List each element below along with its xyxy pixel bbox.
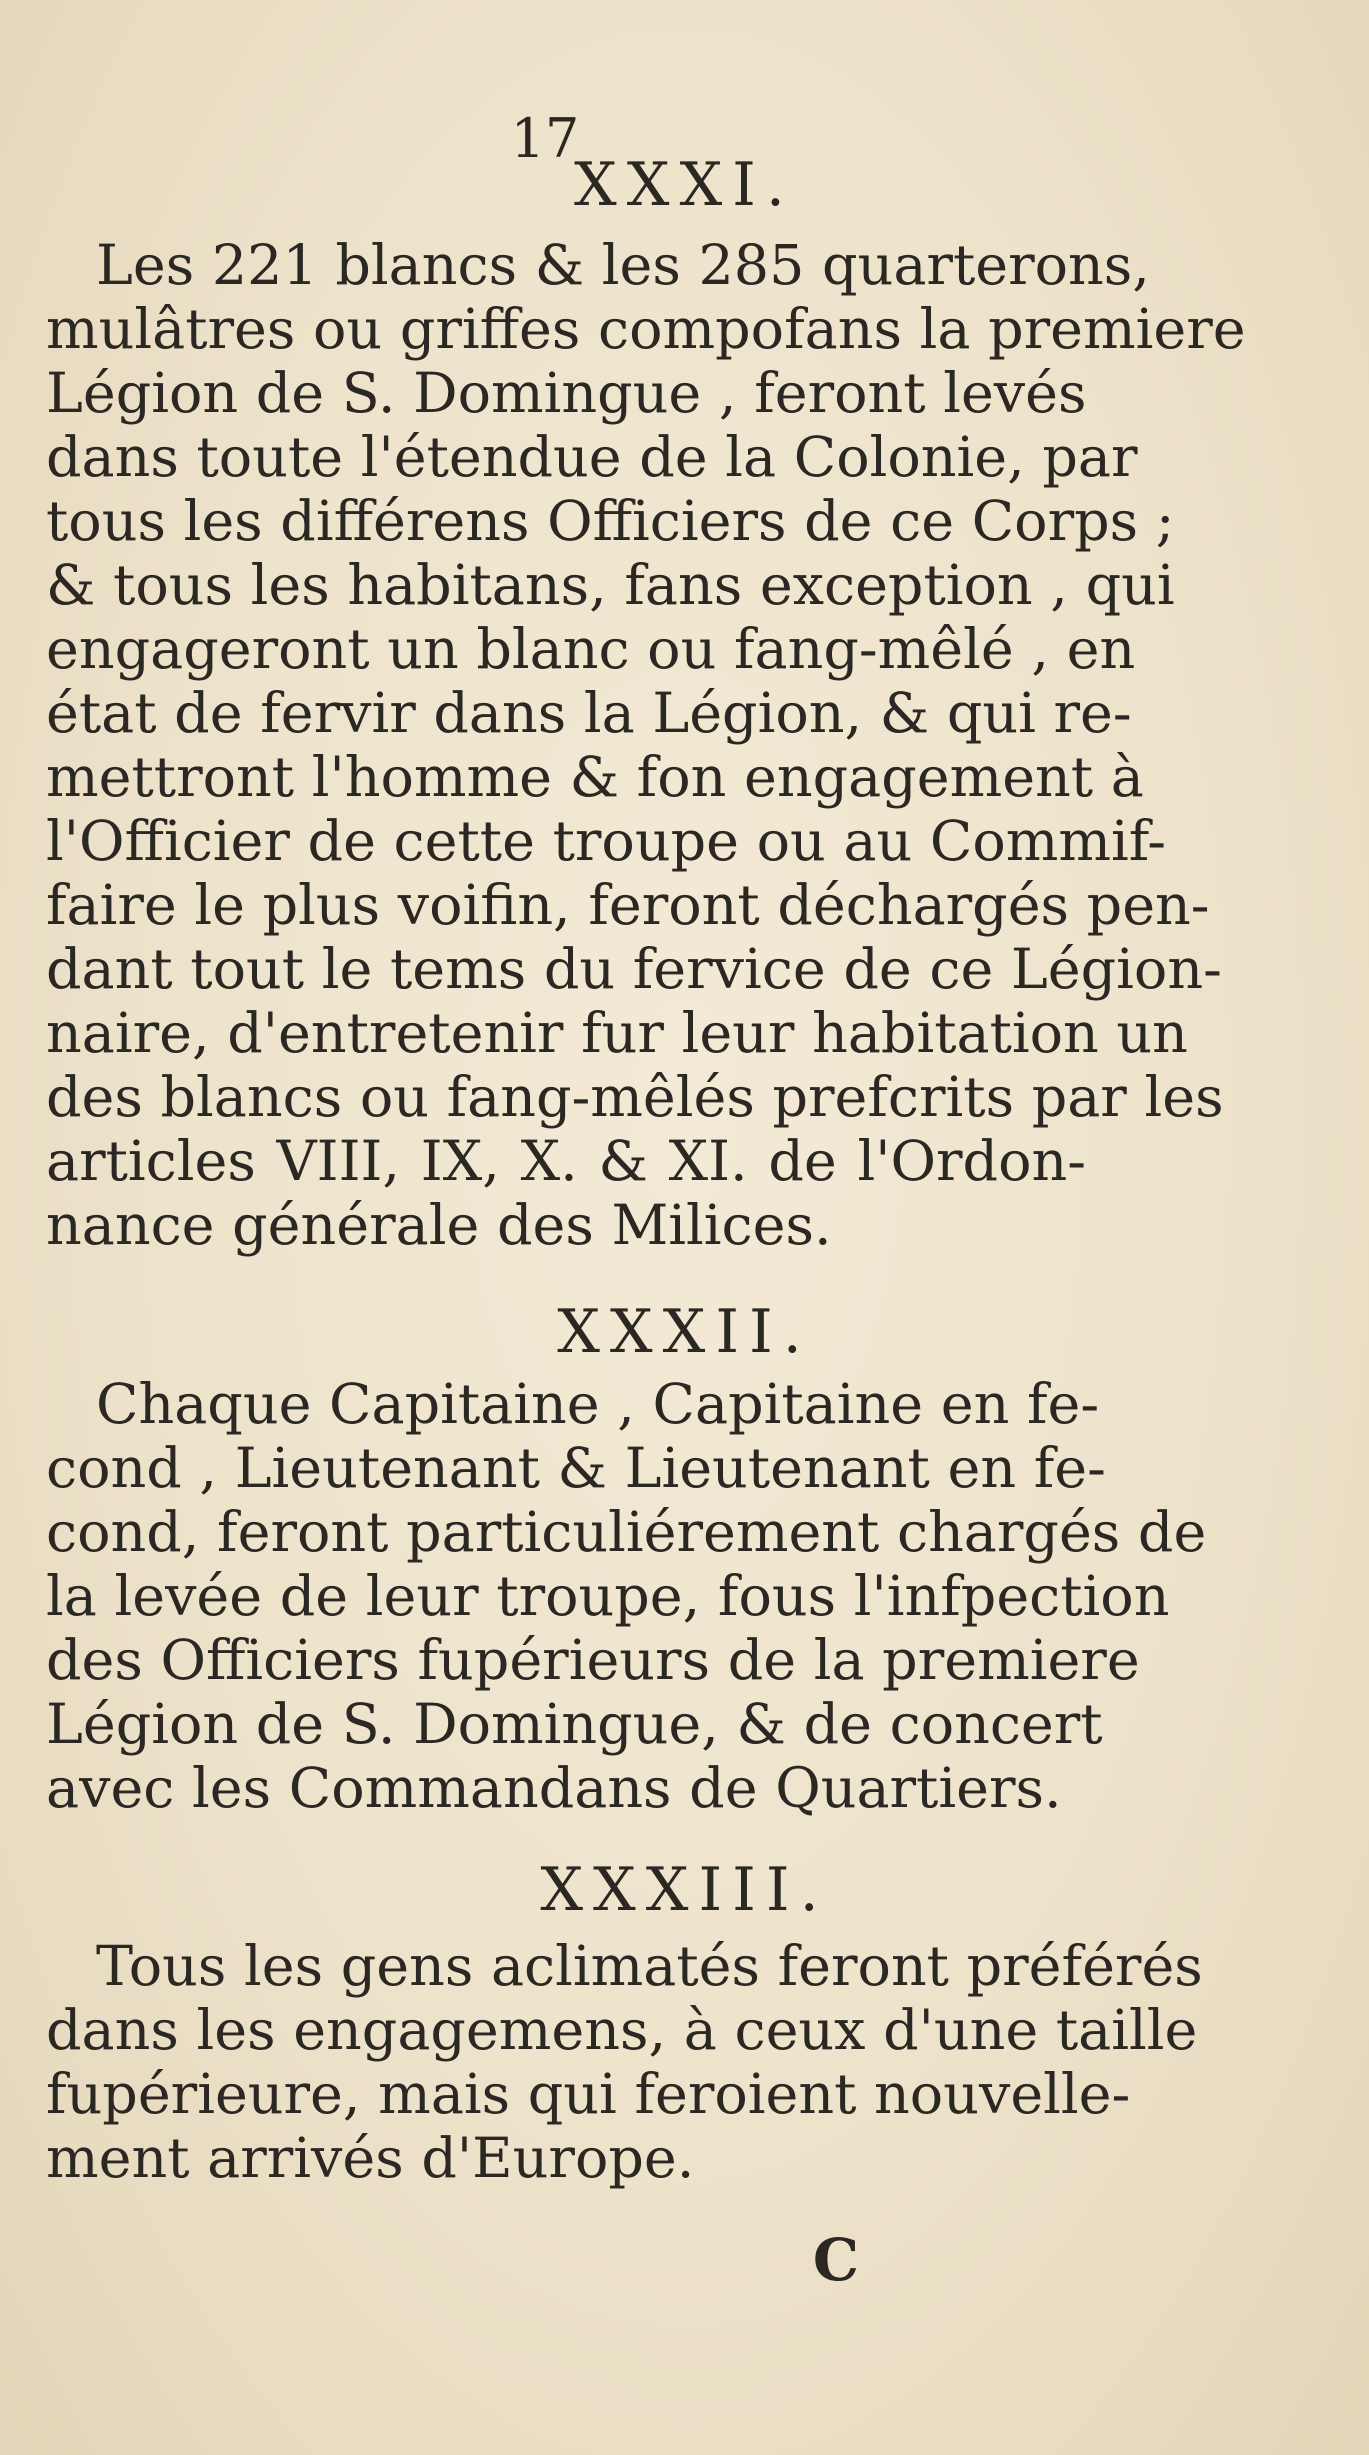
text-line: Les 221 blancs & les 285 quarterons,: [96, 233, 1150, 298]
article-heading-xxxiii: XXXIII.: [540, 1855, 829, 1925]
text-line: articles VIII, IX, X. & XI. de l'Ordon-: [46, 1129, 1086, 1194]
text-line: faire le plus voifin, feront déchargés pen-: [46, 873, 1210, 938]
text-line: dans les engagemens, à ceux d'une taille: [46, 1998, 1198, 2063]
text-line: cond , Lieutenant & Lieutenant en fe-: [46, 1436, 1106, 1501]
text-line: & tous les habitans, fans exception , qui: [46, 553, 1175, 618]
article-text-xxxii: [46, 1372, 1207, 1821]
article-heading-xxxi: XXXI.: [574, 150, 795, 220]
text-line: Légion de S. Domingue, & de concert: [46, 1692, 1103, 1757]
text-line: tous les différens Officiers de ce Corps ;: [46, 489, 1175, 554]
signature-mark: C: [812, 2226, 860, 2294]
text-line: des Officiers fupérieurs de la premiere: [46, 1628, 1140, 1693]
article-heading-xxxii: XXXII.: [557, 1297, 812, 1367]
text-line: ment arrivés d'Europe.: [46, 2126, 695, 2191]
article-text-xxxi: [46, 233, 1246, 1258]
text-line: la levée de leur troupe, fous l'infpection: [46, 1564, 1170, 1629]
text-line: Tous les gens aclimatés feront préférés: [96, 1934, 1203, 1999]
text-line: mulâtres ou griffes compofans la premiere: [46, 297, 1246, 362]
text-line: Légion de S. Domingue , feront levés: [46, 361, 1087, 426]
text-line: cond, feront particuliérement chargés de: [46, 1500, 1207, 1565]
article-text-xxxiii: [46, 1934, 1203, 2191]
text-line: dans toute l'étendue de la Colonie, par: [46, 425, 1138, 490]
text-line: engageront un blanc ou fang-mêlé , en: [46, 617, 1136, 682]
text-line: mettront l'homme & fon engagement à: [46, 745, 1144, 810]
text-line: l'Officier de cette troupe ou au Commif-: [46, 809, 1167, 874]
text-line: état de fervir dans la Légion, & qui re-: [46, 681, 1132, 746]
text-line: fupérieure, mais qui feroient nouvelle-: [46, 2062, 1131, 2127]
text-line: nance générale des Milices.: [46, 1193, 832, 1258]
text-line: des blancs ou fang-mêlés prefcrits par les: [46, 1065, 1224, 1130]
page-number: 17: [510, 107, 580, 170]
text-line: avec les Commandans de Quartiers.: [46, 1756, 1062, 1821]
text-line: naire, d'entretenir fur leur habitation un: [46, 1001, 1188, 1066]
text-line: dant tout le tems du fervice de ce Légion-: [46, 937, 1222, 1002]
text-line: Chaque Capitaine , Capitaine en fe-: [96, 1372, 1100, 1437]
